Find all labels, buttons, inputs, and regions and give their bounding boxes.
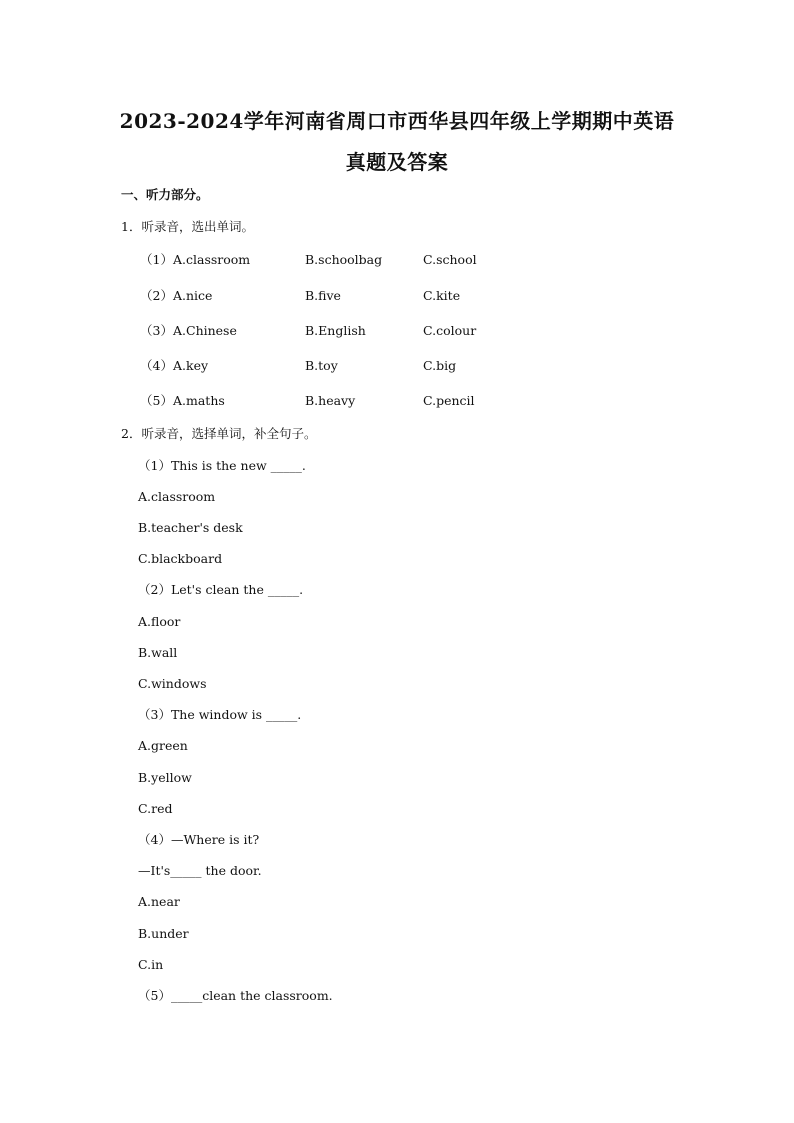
q2-option: B.wall <box>138 645 178 660</box>
q2-option: A.near <box>138 894 180 909</box>
q2-option: B.teacher's desk <box>138 520 243 535</box>
q1-option-c: C.colour <box>423 323 477 338</box>
q2-option: B.yellow <box>138 770 192 785</box>
q2-option: B.under <box>138 926 189 941</box>
q1-option-a: A.classroom <box>173 252 251 267</box>
q1-option-a: A.key <box>173 358 209 373</box>
q1-option-b: B.toy <box>305 358 338 373</box>
q1-option-c: C.pencil <box>423 393 475 408</box>
q2-option: C.windows <box>138 676 207 691</box>
q1-row-number: （1） <box>140 252 173 267</box>
q2-option: A.green <box>138 738 188 753</box>
q1-option-row <box>140 288 740 304</box>
section-heading-listening: 一、听力部分。 <box>121 187 209 202</box>
q2-item-prompt: （2）Let's clean the _____. <box>138 582 304 597</box>
q2-item-prompt: （1）This is the new _____. <box>138 458 306 473</box>
q1-option-row <box>140 393 740 409</box>
q1-row-number: （2） <box>140 288 173 303</box>
document-title-line-2: 真题及答案 <box>345 150 449 174</box>
q2-option: C.blackboard <box>138 551 223 566</box>
q1-option-row <box>140 252 740 268</box>
q1-row-number: （5） <box>140 393 173 408</box>
q1-option-c: C.school <box>423 252 477 267</box>
q2-option: A.floor <box>138 614 181 629</box>
q1-option-b: B.heavy <box>305 393 356 408</box>
q2-item-prompt: （4）—Where is it? <box>138 832 260 847</box>
q1-option-c: C.big <box>423 358 457 373</box>
q2-item-prompt: （5）_____clean the classroom. <box>138 988 333 1003</box>
q1-option-a: A.maths <box>173 393 225 408</box>
q1-row-number: （4） <box>140 358 173 373</box>
q1-option-b: B.five <box>305 288 341 303</box>
question-2-stem: 2．听录音，选择单词，补全句子。 <box>121 426 317 441</box>
q1-option-row <box>140 358 740 374</box>
q1-option-b: B.schoolbag <box>305 252 383 267</box>
q2-option: A.classroom <box>138 489 216 504</box>
q2-item-prompt: （3）The window is _____. <box>138 707 302 722</box>
document-title-line-1: 2023-2024学年河南省周口市西华县四年级上学期期中英语 <box>119 109 675 133</box>
question-1-stem: 1．听录音，选出单词。 <box>121 219 254 234</box>
q1-option-a: A.nice <box>173 288 213 303</box>
q2-option: C.red <box>138 801 173 816</box>
q2-item-prompt-answer: —It's_____ the door. <box>138 863 262 878</box>
q1-option-b: B.English <box>305 323 366 338</box>
q1-row-number: （3） <box>140 323 173 338</box>
q2-option: C.in <box>138 957 164 972</box>
q1-option-row <box>140 323 740 339</box>
q1-option-a: A.Chinese <box>173 323 237 338</box>
q1-option-c: C.kite <box>423 288 461 303</box>
